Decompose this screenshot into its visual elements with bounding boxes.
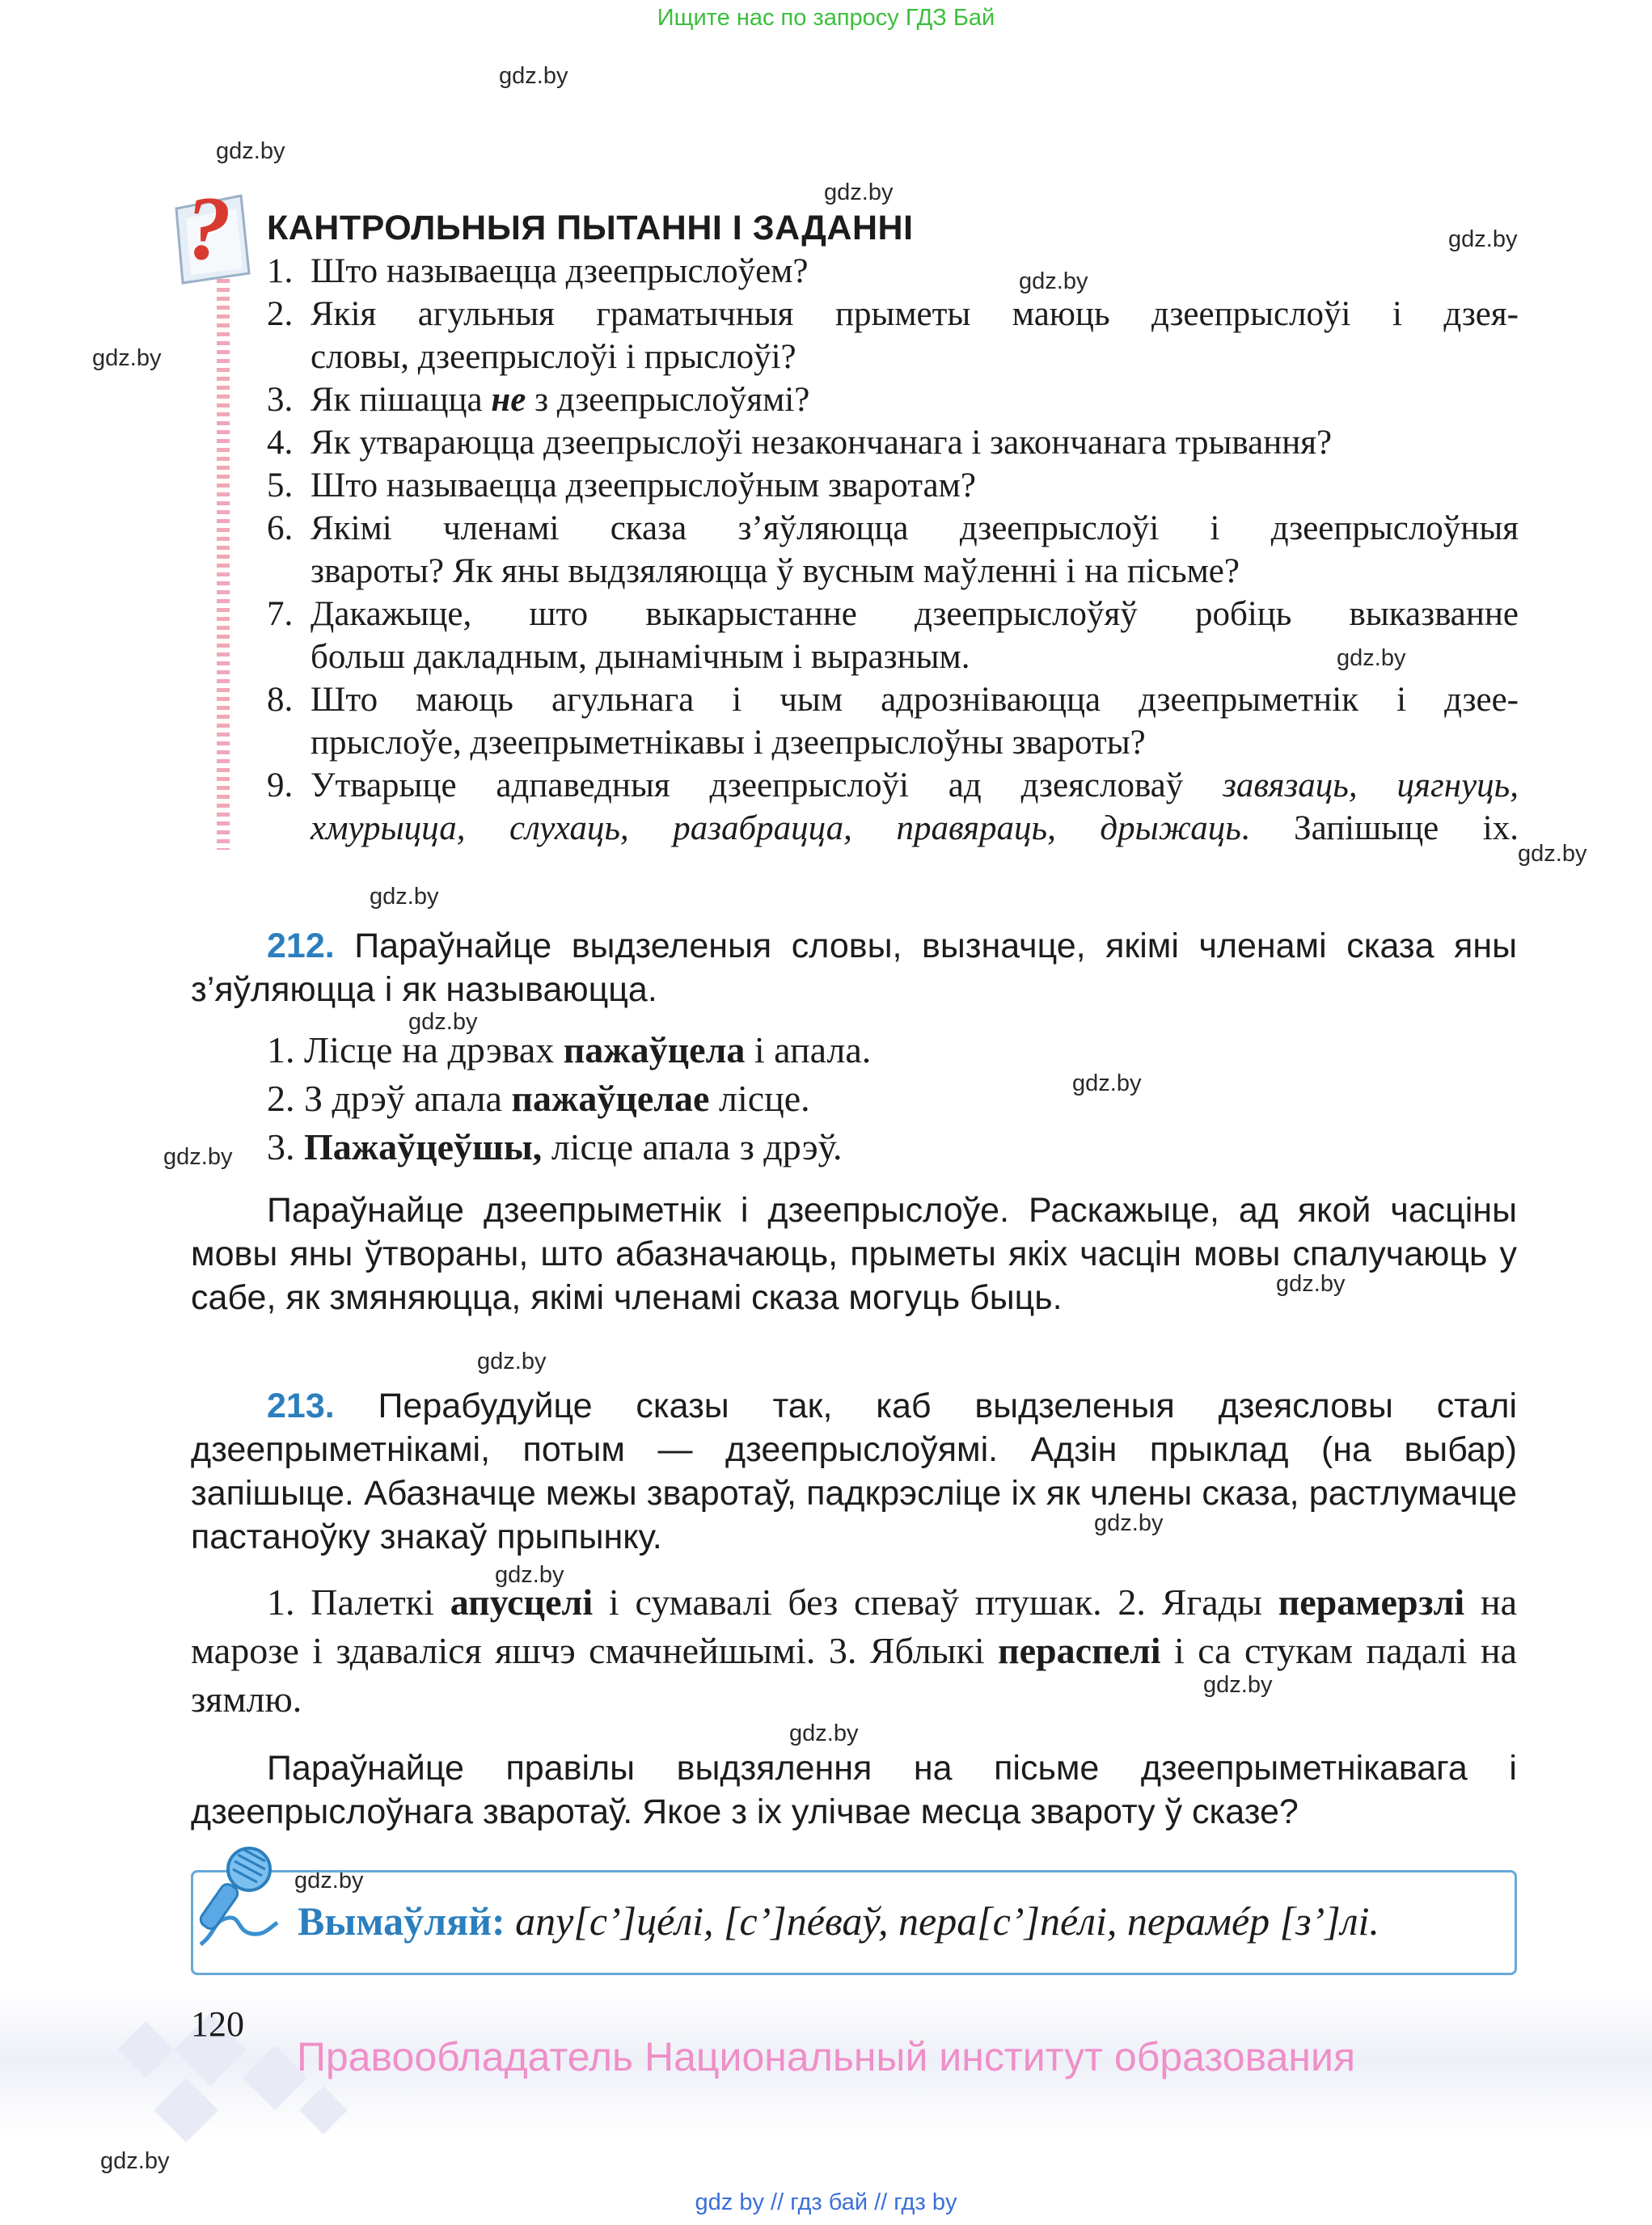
exercise-number: 212. xyxy=(267,927,335,965)
svg-text:?: ? xyxy=(186,184,231,279)
watermark: gdz.by xyxy=(1518,841,1587,867)
microphone-icon xyxy=(192,1843,285,1953)
dotted-rule xyxy=(217,279,230,850)
exercise-212-line-2: 2. З дрэў апала пажаўцелае лісце. xyxy=(267,1078,810,1119)
exercise-212-task: Параўнайце дзеепрыметнік і дзеепрыслоўе. Раскажыце, ад якой часціны мовы яны ўтвораны, што абазначаюць, прыметы якіх часцін мовы спалучаюць у сабе, як змяняюцца, якімі членамі сказа могуць быць. xyxy=(191,1191,1517,1317)
watermark: gdz.by xyxy=(499,63,568,89)
top-banner: Ищите нас по запросу ГДЗ Бай xyxy=(657,5,995,31)
watermark: gdz.by xyxy=(477,1349,547,1374)
section-title: КАНТРОЛЬНЫЯ ПЫТАННІ І ЗАДАННІ xyxy=(267,209,914,247)
watermark: gdz.by xyxy=(370,884,439,910)
pronunciation-line xyxy=(298,1898,1379,1944)
exercise-number: 213. xyxy=(267,1387,335,1425)
watermark: gdz.by xyxy=(1094,1510,1164,1536)
watermark: gdz.by xyxy=(824,179,894,205)
pronunciation-label: Вымаўляй: xyxy=(298,1898,505,1944)
exercise-212-line-1: 1. Лісце на дрэвах пажаўцела і апала. xyxy=(267,1029,872,1070)
exercise-213-task: Параўнайце правілы выдзялення на пісьме дзеепрыметнікавага і дзеепрыслоўнага зваротаў. Якое з іх улічвае месца звароту ў сказе? xyxy=(191,1749,1517,1831)
bottom-links[interactable]: gdz by // гдз бай // гдз by xyxy=(695,2189,957,2215)
watermark: gdz.by xyxy=(408,1009,478,1035)
watermark: gdz.by xyxy=(294,1868,364,1894)
watermark: gdz.by xyxy=(789,1720,859,1746)
exercise-212-line-3: 3. Пажаўцеўшы, лісце апала з дрэў. xyxy=(267,1126,843,1167)
watermark: gdz.by xyxy=(1203,1672,1273,1698)
exercise-212-instruction: 212. Параўнайце выдзеленыя словы, вызначце, якімі членамі сказа яны з’яўляюцца і як называюцца. xyxy=(191,927,1517,1009)
watermark: gdz.by xyxy=(495,1562,564,1588)
watermark: gdz.by xyxy=(1019,268,1088,294)
page-number: 120 xyxy=(191,2004,244,2044)
watermark: gdz.by xyxy=(1337,645,1406,671)
watermark: gdz.by xyxy=(1448,226,1518,252)
copyright-notice: Правообладатель Национальный институт образования xyxy=(296,2034,1356,2079)
watermark: gdz.by xyxy=(1072,1070,1142,1096)
watermark: gdz.by xyxy=(163,1144,233,1170)
watermark: gdz.by xyxy=(92,345,162,371)
exercise-213-sentences: 1. Палеткі апусцелі і сумавалі без спеваў птушак. 2. Ягады перамерзлі на марозе і здаваліся яшчэ смачнейшымі. 3. Яблыкі пераспелі і са стукам падалі на зямлю. xyxy=(191,1581,1517,1720)
watermark: gdz.by xyxy=(100,2148,170,2174)
watermark: gdz.by xyxy=(216,138,285,164)
pronunciation-text: апу[с’]цéлі, [с’]пéваў, пера[с’]пéлі, перамéр [з’]лі. xyxy=(515,1898,1379,1944)
question-mark-icon xyxy=(162,184,259,285)
watermark: gdz.by xyxy=(1276,1271,1346,1297)
exercise-213-instruction: 213. Перабудуйце сказы так, каб выдзеленыя дзеясловы сталі дзеепрыметнікамі, потым — дзеепрыслоўямі. Адзін прыклад (на выбар) запішыце. Абазначце межы зваротаў, падкрэсліце іх як члены сказа, растлумачце пастаноўку знакаў прыпынку. xyxy=(191,1387,1517,1556)
